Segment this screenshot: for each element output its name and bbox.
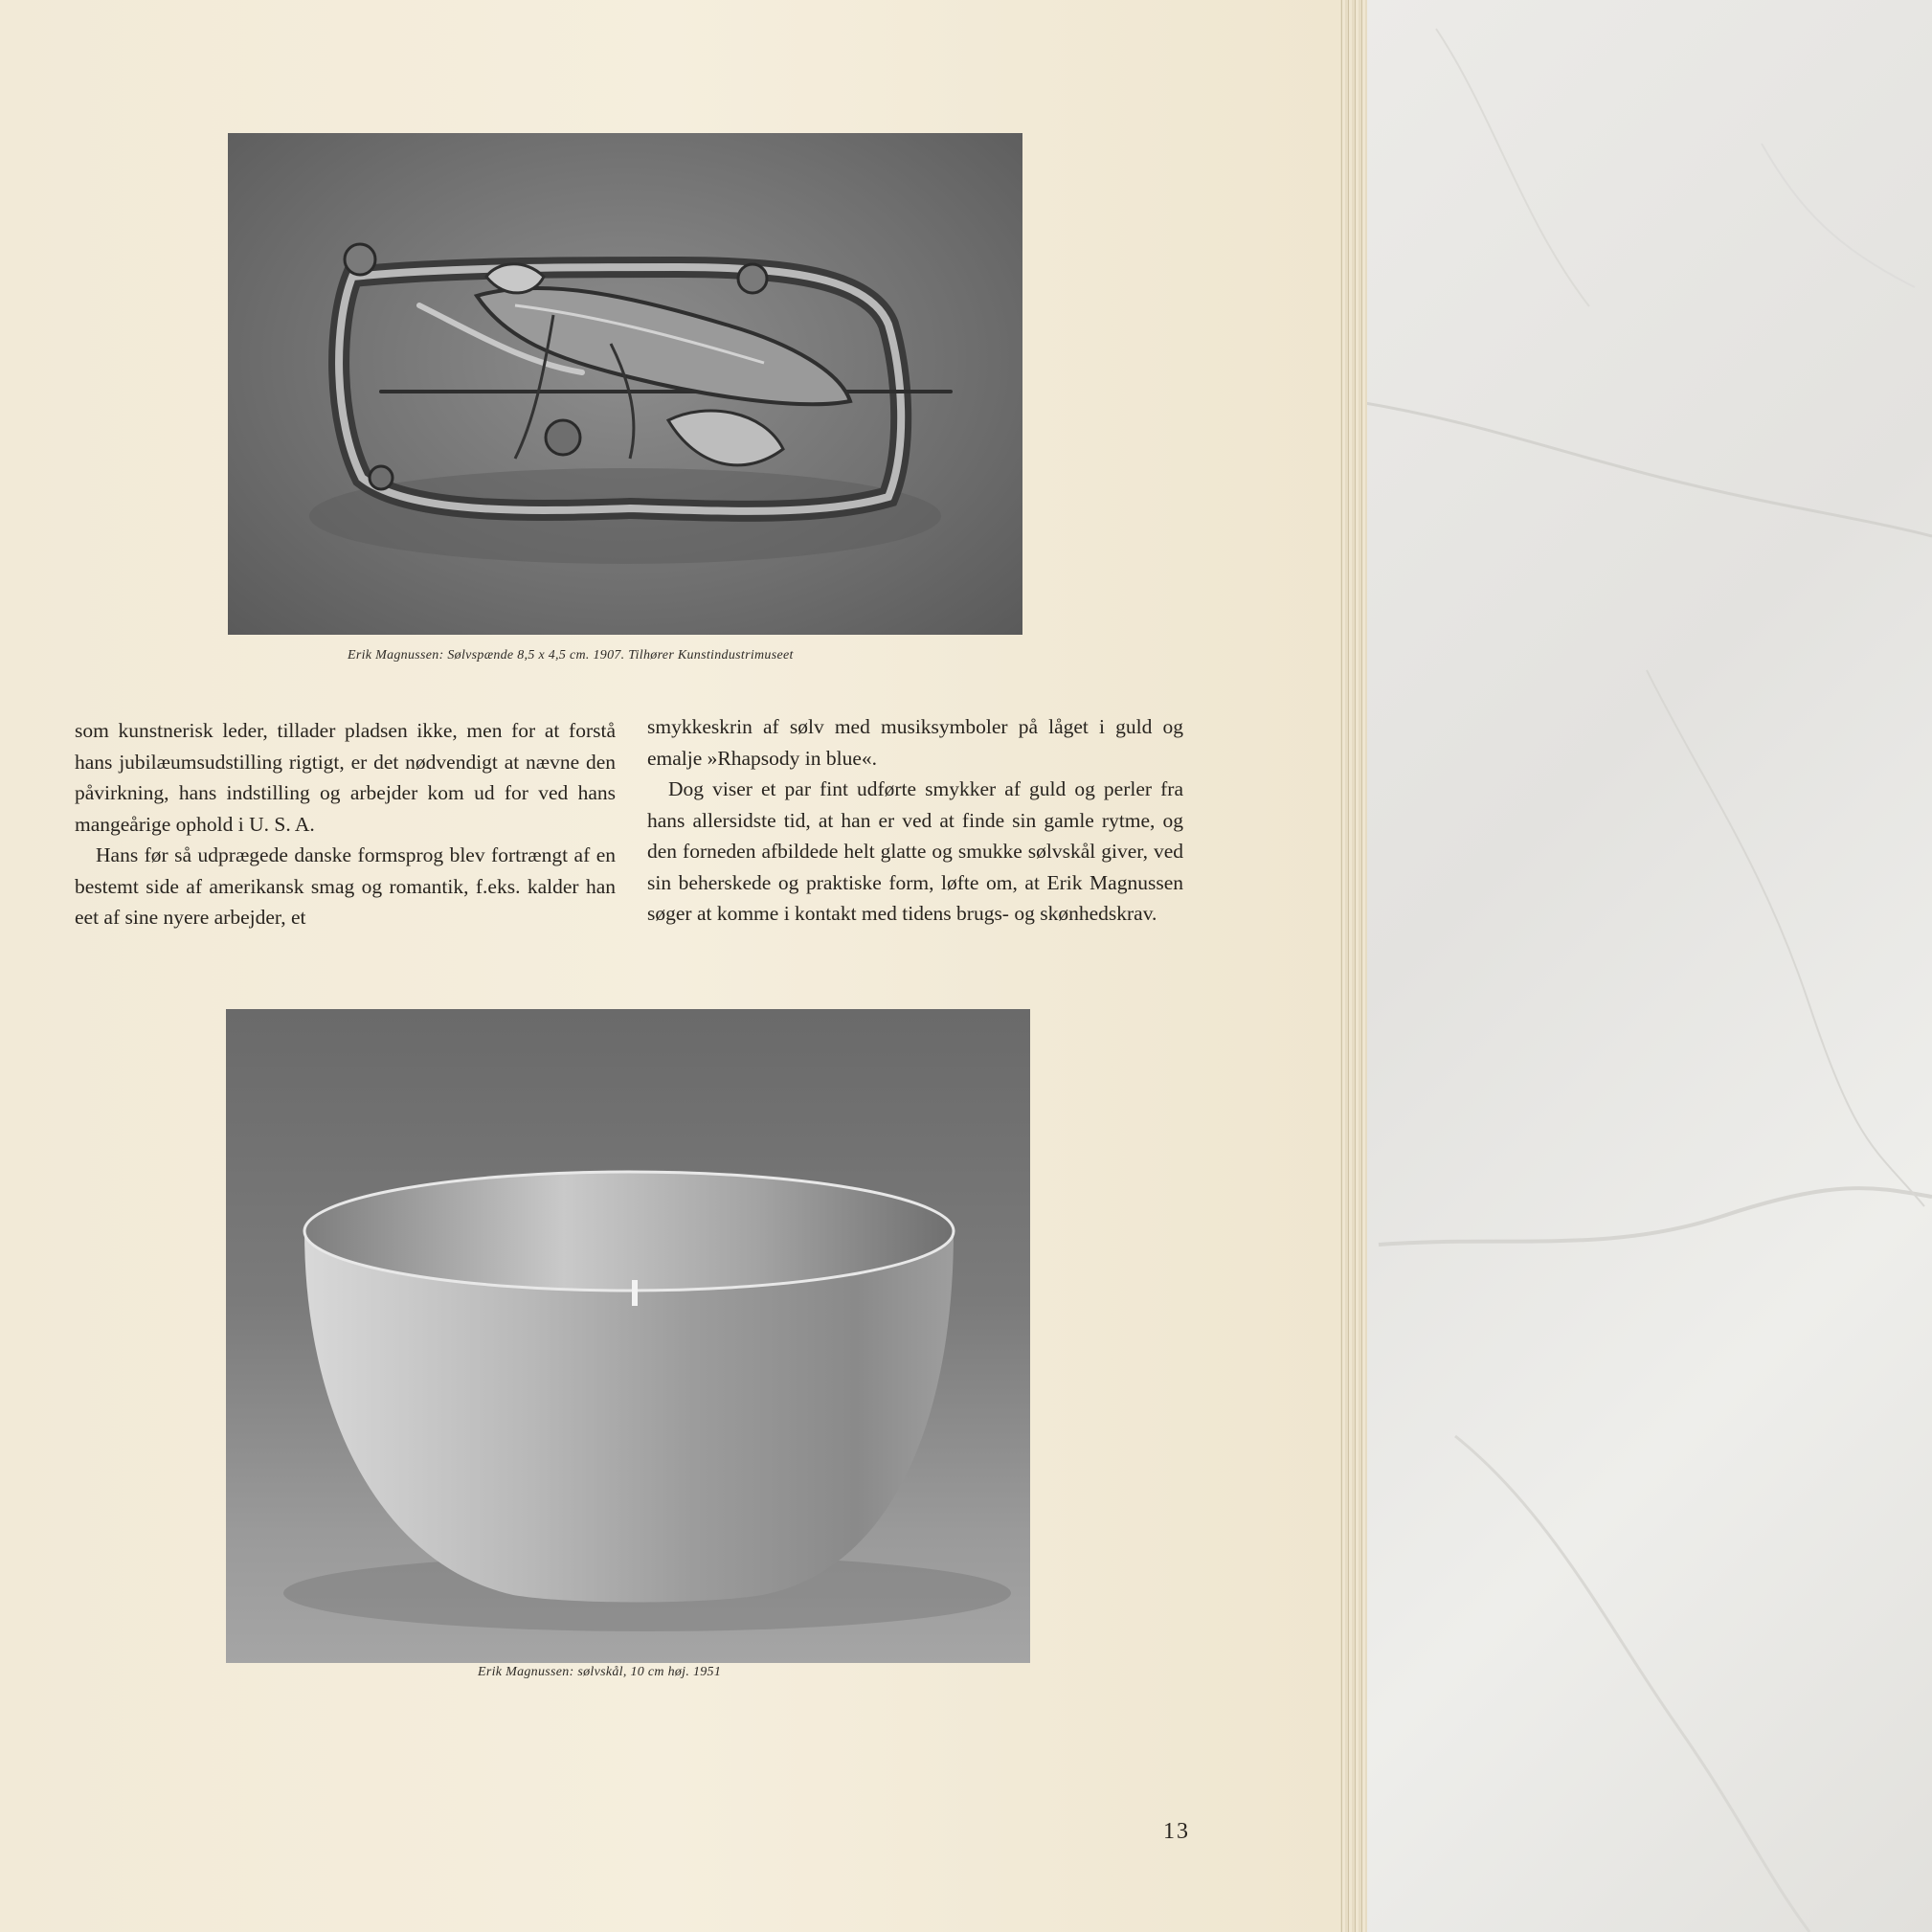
page-edges — [1338, 0, 1367, 1932]
bowl-photo — [226, 1009, 1030, 1663]
brooch-photo — [228, 133, 1022, 635]
text-column-right — [647, 711, 1183, 930]
marble-background — [1359, 0, 1932, 1932]
figure2-caption: Erik Magnussen: sølvskål, 10 cm høj. 1951 — [478, 1665, 722, 1679]
right-paragraph-1: smykkeskrin af sølv med musiksymboler på låget i guld og emalje »Rhapsody in blue«. — [647, 715, 1183, 770]
page-number: 13 — [1163, 1819, 1190, 1844]
left-paragraph-1: som kunstnerisk leder, tillader pladsen ikke, men for at forstå hans jubilæumsudstilling rigtigt, er det nødvendigt at nævne den påvirkning, hans indstilling og arbejder kom ud for ved hans mangeårige ophold i U. S. A. — [75, 719, 616, 836]
left-paragraph-2: Hans før så udprægede danske formsprog blev fortrængt af en bestemt side af amerikansk smag og romantik, f.eks. kalder han eet af sine nyere arbejder, et — [75, 843, 616, 929]
text-column-left — [75, 715, 616, 933]
figure1-caption: Erik Magnussen: Sølvspænde 8,5 x 4,5 cm. 1907. Tilhører Kunstindustrimuseet — [348, 648, 794, 663]
right-paragraph-2: Dog viser et par fint udførte smykker af guld og perler fra hans allersidste tid, at han er ved at finde sin gamle rytme, og den forneden afbildede helt glatte og smukke sølvskål giver, ved sin beherskede og praktiske form, løfte om, at Erik Magnussen søger at komme i kontakt med tidens brugs- og skønhedskrav. — [647, 777, 1183, 925]
